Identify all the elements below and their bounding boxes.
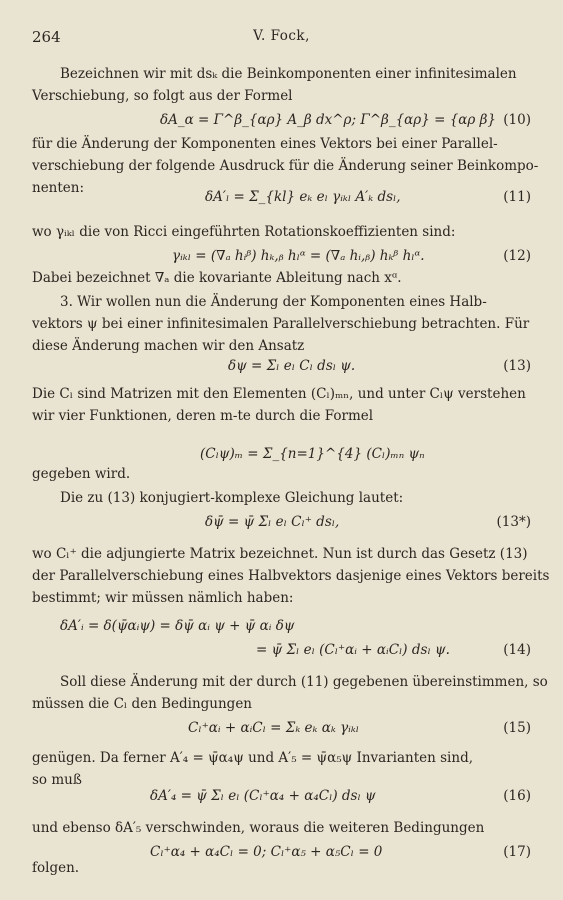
equation-number: (17) (503, 844, 531, 860)
equation-number: (13*) (496, 514, 531, 530)
equation-body: Cₗ⁺α₄ + α₄Cₗ = 0; Cₗ⁺α₅ + α₅Cₗ = 0 (150, 844, 383, 860)
equation-body: δA_α = Γ^β_{αρ} A_β dx^ρ; Γ^β_{αρ} = {αρ β} (160, 112, 497, 128)
equation-number: (15) (503, 720, 531, 736)
text-line: nenten: (32, 180, 85, 196)
running-title: V. Fock, (253, 28, 310, 44)
text-line: Die zu (13) konjugiert-komplexe Gleichung lautet: (60, 490, 404, 506)
text-line: müssen die Cₗ den Bedingungen (32, 696, 253, 712)
text-line: Die Cₗ sind Matrizen mit den Elementen (Cₗ)ₘₙ, und unter Cₗψ verstehen (32, 386, 526, 402)
text-line: bestimmt; wir müssen nämlich haben: (32, 590, 294, 606)
text-line: und ebenso δA′₅ verschwinden, woraus die weiteren Bedingungen (32, 820, 485, 836)
text-line: Bezeichnen wir mit dsₖ die Beinkomponenten einer infinitesimalen (60, 66, 517, 82)
equation-number: (11) (503, 189, 531, 205)
equation-body: γᵢₖₗ = (∇ₐ hᵢᵝ) hₖ,ᵦ hₗᵅ = (∇ₐ hᵢ,ᵦ) hₖᵝ hₗᵅ. (172, 248, 425, 264)
equation-body: δψ = Σₗ eₗ Cₗ dsₗ ψ. (228, 358, 356, 374)
text-line: Dabei bezeichnet ∇ₐ die kovariante Ableitung nach xᵅ. (32, 270, 402, 286)
text-line: wir vier Funktionen, deren m-te durch die Formel (32, 408, 374, 424)
equation-body: δA′₄ = ψ̄ Σₗ eₗ (Cₗ⁺α₄ + α₄Cₗ) dsₗ ψ (150, 788, 376, 804)
equation-body: δψ̄ = ψ̄ Σₗ eₗ Cₗ⁺ dsₗ, (205, 514, 340, 530)
equation-body: = ψ̄ Σₗ eₗ (Cₗ⁺αᵢ + αᵢCₗ) dsₗ ψ. (256, 642, 450, 658)
equation-body: δA′ₗ = Σ_{kl} eₖ eₗ γᵢₖₗ A′ₖ dsₗ, (205, 189, 401, 205)
text-line: wo Cₗ⁺ die adjungierte Matrix bezeichnet. Nun ist durch das Gesetz (13) (32, 546, 528, 562)
text-line: vektors ψ bei einer infinitesimalen Parallelverschiebung betrachten. Für (32, 316, 530, 332)
text-line: Verschiebung, so folgt aus der Formel (32, 88, 293, 104)
text-line: der Parallelverschiebung eines Halbvektors dasjenige eines Vektors bereits (32, 568, 550, 584)
equation-number: (10) (503, 112, 531, 128)
text-line: 3. Wir wollen nun die Änderung der Komponenten eines Halb- (60, 294, 487, 310)
text-line: folgen. (32, 860, 80, 876)
text-line: so muß (32, 772, 82, 788)
text-line: genügen. Da ferner A′₄ = ψ̄α₄ψ und A′₅ = ψ̄α₅ψ Invarianten sind, (32, 750, 473, 766)
text-line: diese Änderung machen wir den Ansatz (32, 338, 305, 354)
text-line: Soll diese Änderung mit der durch (11) gegebenen übereinstimmen, so (60, 674, 548, 690)
text-line: wo γᵢₖₗ die von Ricci eingeführten Rotationskoeffizienten sind: (32, 224, 456, 240)
text-line: für die Änderung der Komponenten eines Vektors bei einer Parallel- (32, 136, 498, 152)
equation-number: (13) (503, 358, 531, 374)
equation-number: (12) (503, 248, 531, 264)
text-line: verschiebung der folgende Ausdruck für die Änderung seiner Beinkompo- (32, 158, 539, 174)
equation-body: (Cₗψ)ₘ = Σ_{n=1}^{4} (Cₗ)ₘₙ ψₙ (200, 446, 425, 462)
equation-body: Cₗ⁺αᵢ + αᵢCₗ = Σₖ eₖ αₖ γᵢₖₗ (188, 720, 360, 736)
text-line: gegeben wird. (32, 466, 131, 482)
equation-number: (14) (503, 642, 531, 658)
equation-body: δA′ᵢ = δ(ψ̄αᵢψ) = δψ̄ αᵢ ψ + ψ̄ αᵢ δψ (60, 618, 295, 634)
equation-number: (16) (503, 788, 531, 804)
page-number: 264 (32, 28, 61, 46)
